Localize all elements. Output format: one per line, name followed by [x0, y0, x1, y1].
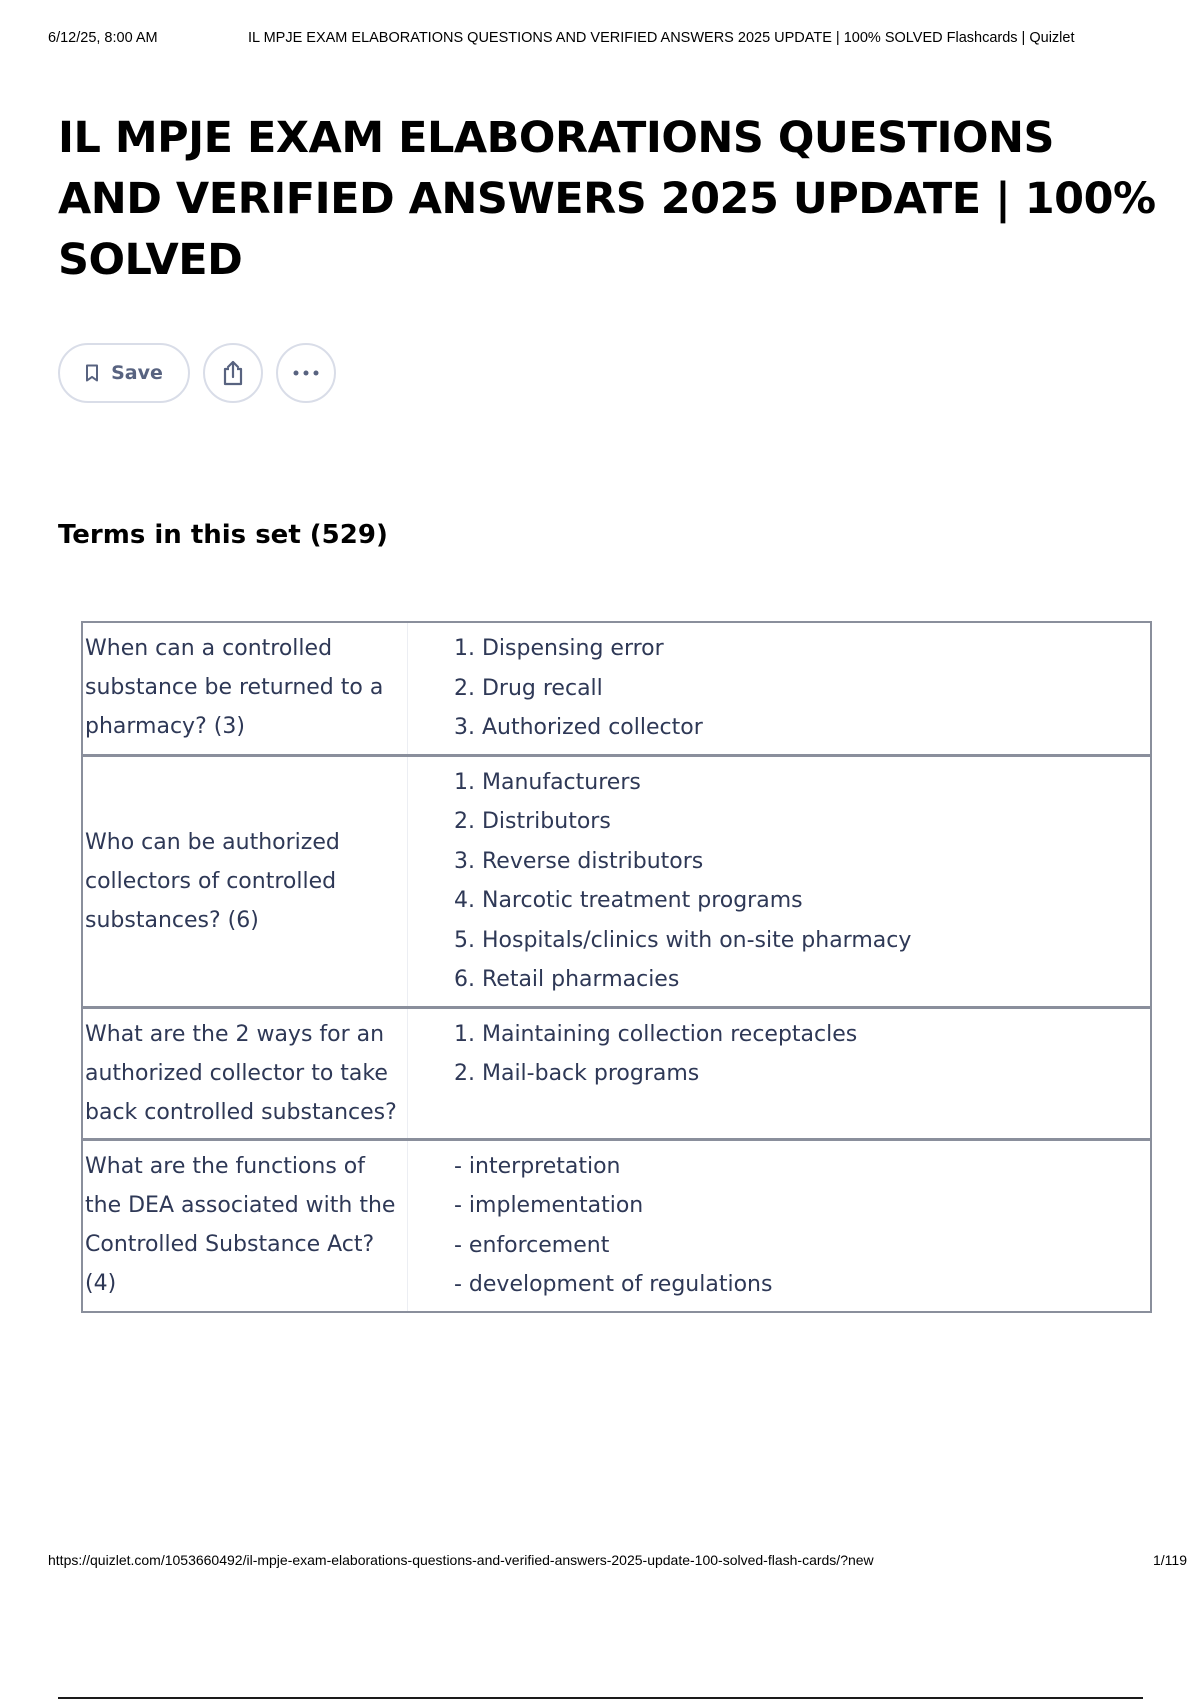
definition-line: - implementation [454, 1193, 644, 1218]
more-icon [293, 370, 319, 376]
definition-line: 4. Narcotic treatment programs [454, 888, 803, 913]
definition-line: 3. Reverse distributors [454, 848, 704, 874]
share-icon [220, 359, 246, 387]
bottom-divider [58, 1697, 1143, 1699]
definition-line: 5. Hospitals/clinics with on-site pharmacy [454, 927, 912, 953]
definition-line: 3. Authorized collector [454, 715, 703, 740]
term-text: What are the functions of the DEA associated with the Controlled Substance Act? (4) [82, 1139, 408, 1312]
print-header [48, 30, 1170, 50]
footer-url: https://quizlet.com/1053660492/il-mpje-exam-elaborations-questions-and-verified-answers-2025-update-100-solved-flash-cards/?new [48, 1552, 874, 1568]
definition-line: - development of regulations [454, 1272, 773, 1297]
set-title: IL MPJE EXAM ELABORATIONS QUESTIONS AND VERIFIED ANSWERS 2025 UPDATE | 100% SOLVED [58, 113, 1156, 285]
definition-line: - enforcement [454, 1232, 610, 1258]
print-page-title: IL MPJE EXAM ELABORATIONS QUESTIONS AND VERIFIED ANSWERS 2025 UPDATE | 100% SOLVED Flashcards | Quizlet [248, 30, 1075, 46]
definition-line: 1. Dispensing error [454, 636, 664, 661]
term-text: Who can be authorized collectors of controlled substances? (6) [82, 755, 408, 1007]
definition-line: 6. Retail pharmacies [454, 967, 680, 992]
term-text: What are the 2 ways for an authorized collector to take back controlled substances? [82, 1007, 408, 1139]
table-row [82, 1139, 1151, 1312]
definition-text [408, 622, 1152, 755]
definition-text [408, 755, 1152, 1007]
terms-heading: Terms in this set (529) [58, 520, 388, 550]
definition-line: 1. Maintaining collection receptacles [454, 1021, 858, 1047]
set-actions [58, 343, 336, 403]
definition-line: 2. Distributors [454, 809, 611, 834]
more-options-button[interactable] [276, 343, 336, 403]
save-button-label: Save [111, 362, 163, 384]
bookmark-icon [85, 364, 99, 382]
table-row [82, 755, 1151, 1007]
terms-table [81, 621, 1152, 1313]
definition-line: 2. Mail-back programs [454, 1061, 700, 1086]
definition-line: - interpretation [454, 1153, 621, 1179]
share-button[interactable] [203, 343, 263, 403]
term-text: When can a controlled substance be returned to a pharmacy? (3) [82, 622, 408, 755]
definition-line: 2. Drug recall [454, 675, 603, 701]
definition-line: 1. Manufacturers [454, 769, 641, 795]
definition-text [408, 1007, 1152, 1139]
table-row [82, 622, 1151, 755]
save-button[interactable] [58, 343, 190, 403]
table-row [82, 1007, 1151, 1139]
definition-text [408, 1139, 1152, 1312]
footer-page-number: 1/119 [1153, 1552, 1187, 1568]
print-date: 6/12/25, 8:00 AM [48, 30, 158, 46]
